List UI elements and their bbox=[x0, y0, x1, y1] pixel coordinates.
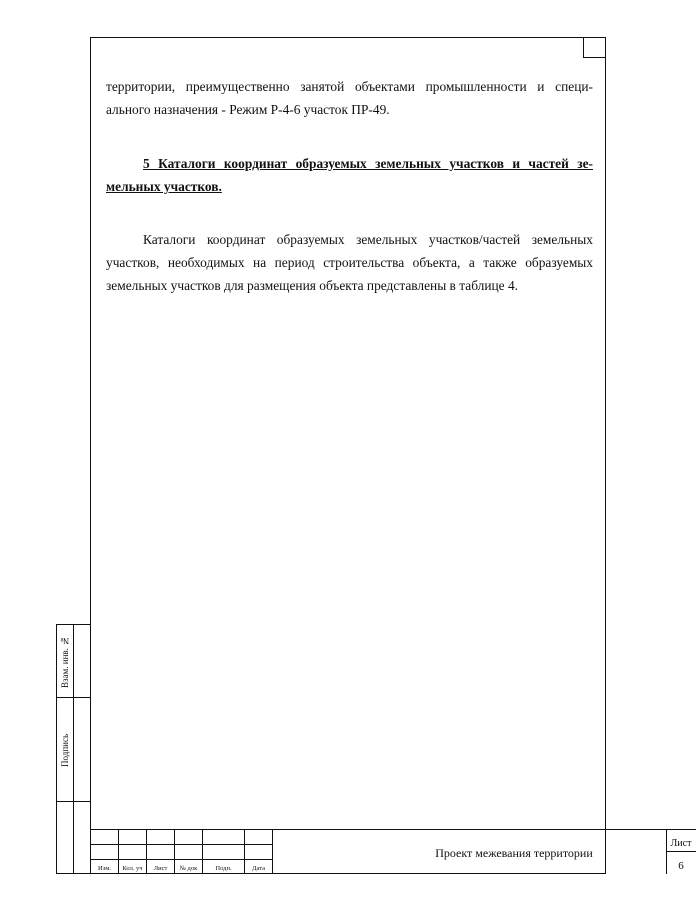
section-heading bbox=[106, 152, 593, 198]
title-block bbox=[90, 829, 692, 874]
heading-line: 5 Каталоги координат образуемых земельных участков и частей зе- bbox=[143, 156, 593, 171]
col-n-dok: № док bbox=[179, 865, 198, 872]
paragraph-catalogs bbox=[106, 228, 593, 297]
podpis-label: Подпись bbox=[60, 733, 70, 767]
paragraph-line: участков, необходимых на период строительства объекта, а также образуемых bbox=[106, 255, 593, 270]
paragraph-line: Каталоги координат образуемых земельных участков/частей земельных bbox=[143, 232, 593, 247]
side-stamp-blank bbox=[56, 801, 90, 874]
paragraph-line: земельных участков для размещения объекта представлены в таблице 4. bbox=[106, 278, 519, 293]
vzam-inv-label: Взам. инв. № bbox=[60, 635, 70, 688]
heading-line: мельных участков. bbox=[106, 179, 222, 194]
sheet-label: Лист bbox=[670, 838, 692, 849]
col-data: Дата bbox=[252, 865, 265, 872]
col-izm: Изм. bbox=[98, 865, 111, 872]
side-stamp-vzam bbox=[56, 624, 90, 697]
side-stamp-podpis bbox=[56, 697, 90, 801]
paragraph-line: ального назначения - Режим Р-4-6 участок ПР-49. bbox=[106, 102, 390, 117]
corner-box bbox=[583, 37, 606, 58]
sheet-number: 6 bbox=[678, 860, 684, 872]
col-podp: Подп. bbox=[215, 865, 232, 872]
paragraph-territory bbox=[106, 75, 593, 121]
document-title: Проект межевания территории bbox=[435, 846, 593, 860]
col-list: Лист bbox=[153, 865, 168, 872]
col-kol-uch: Кол. уч bbox=[122, 865, 143, 872]
paragraph-line: территории, преимущественно занятой объектами промышленности и специ- bbox=[106, 79, 593, 94]
